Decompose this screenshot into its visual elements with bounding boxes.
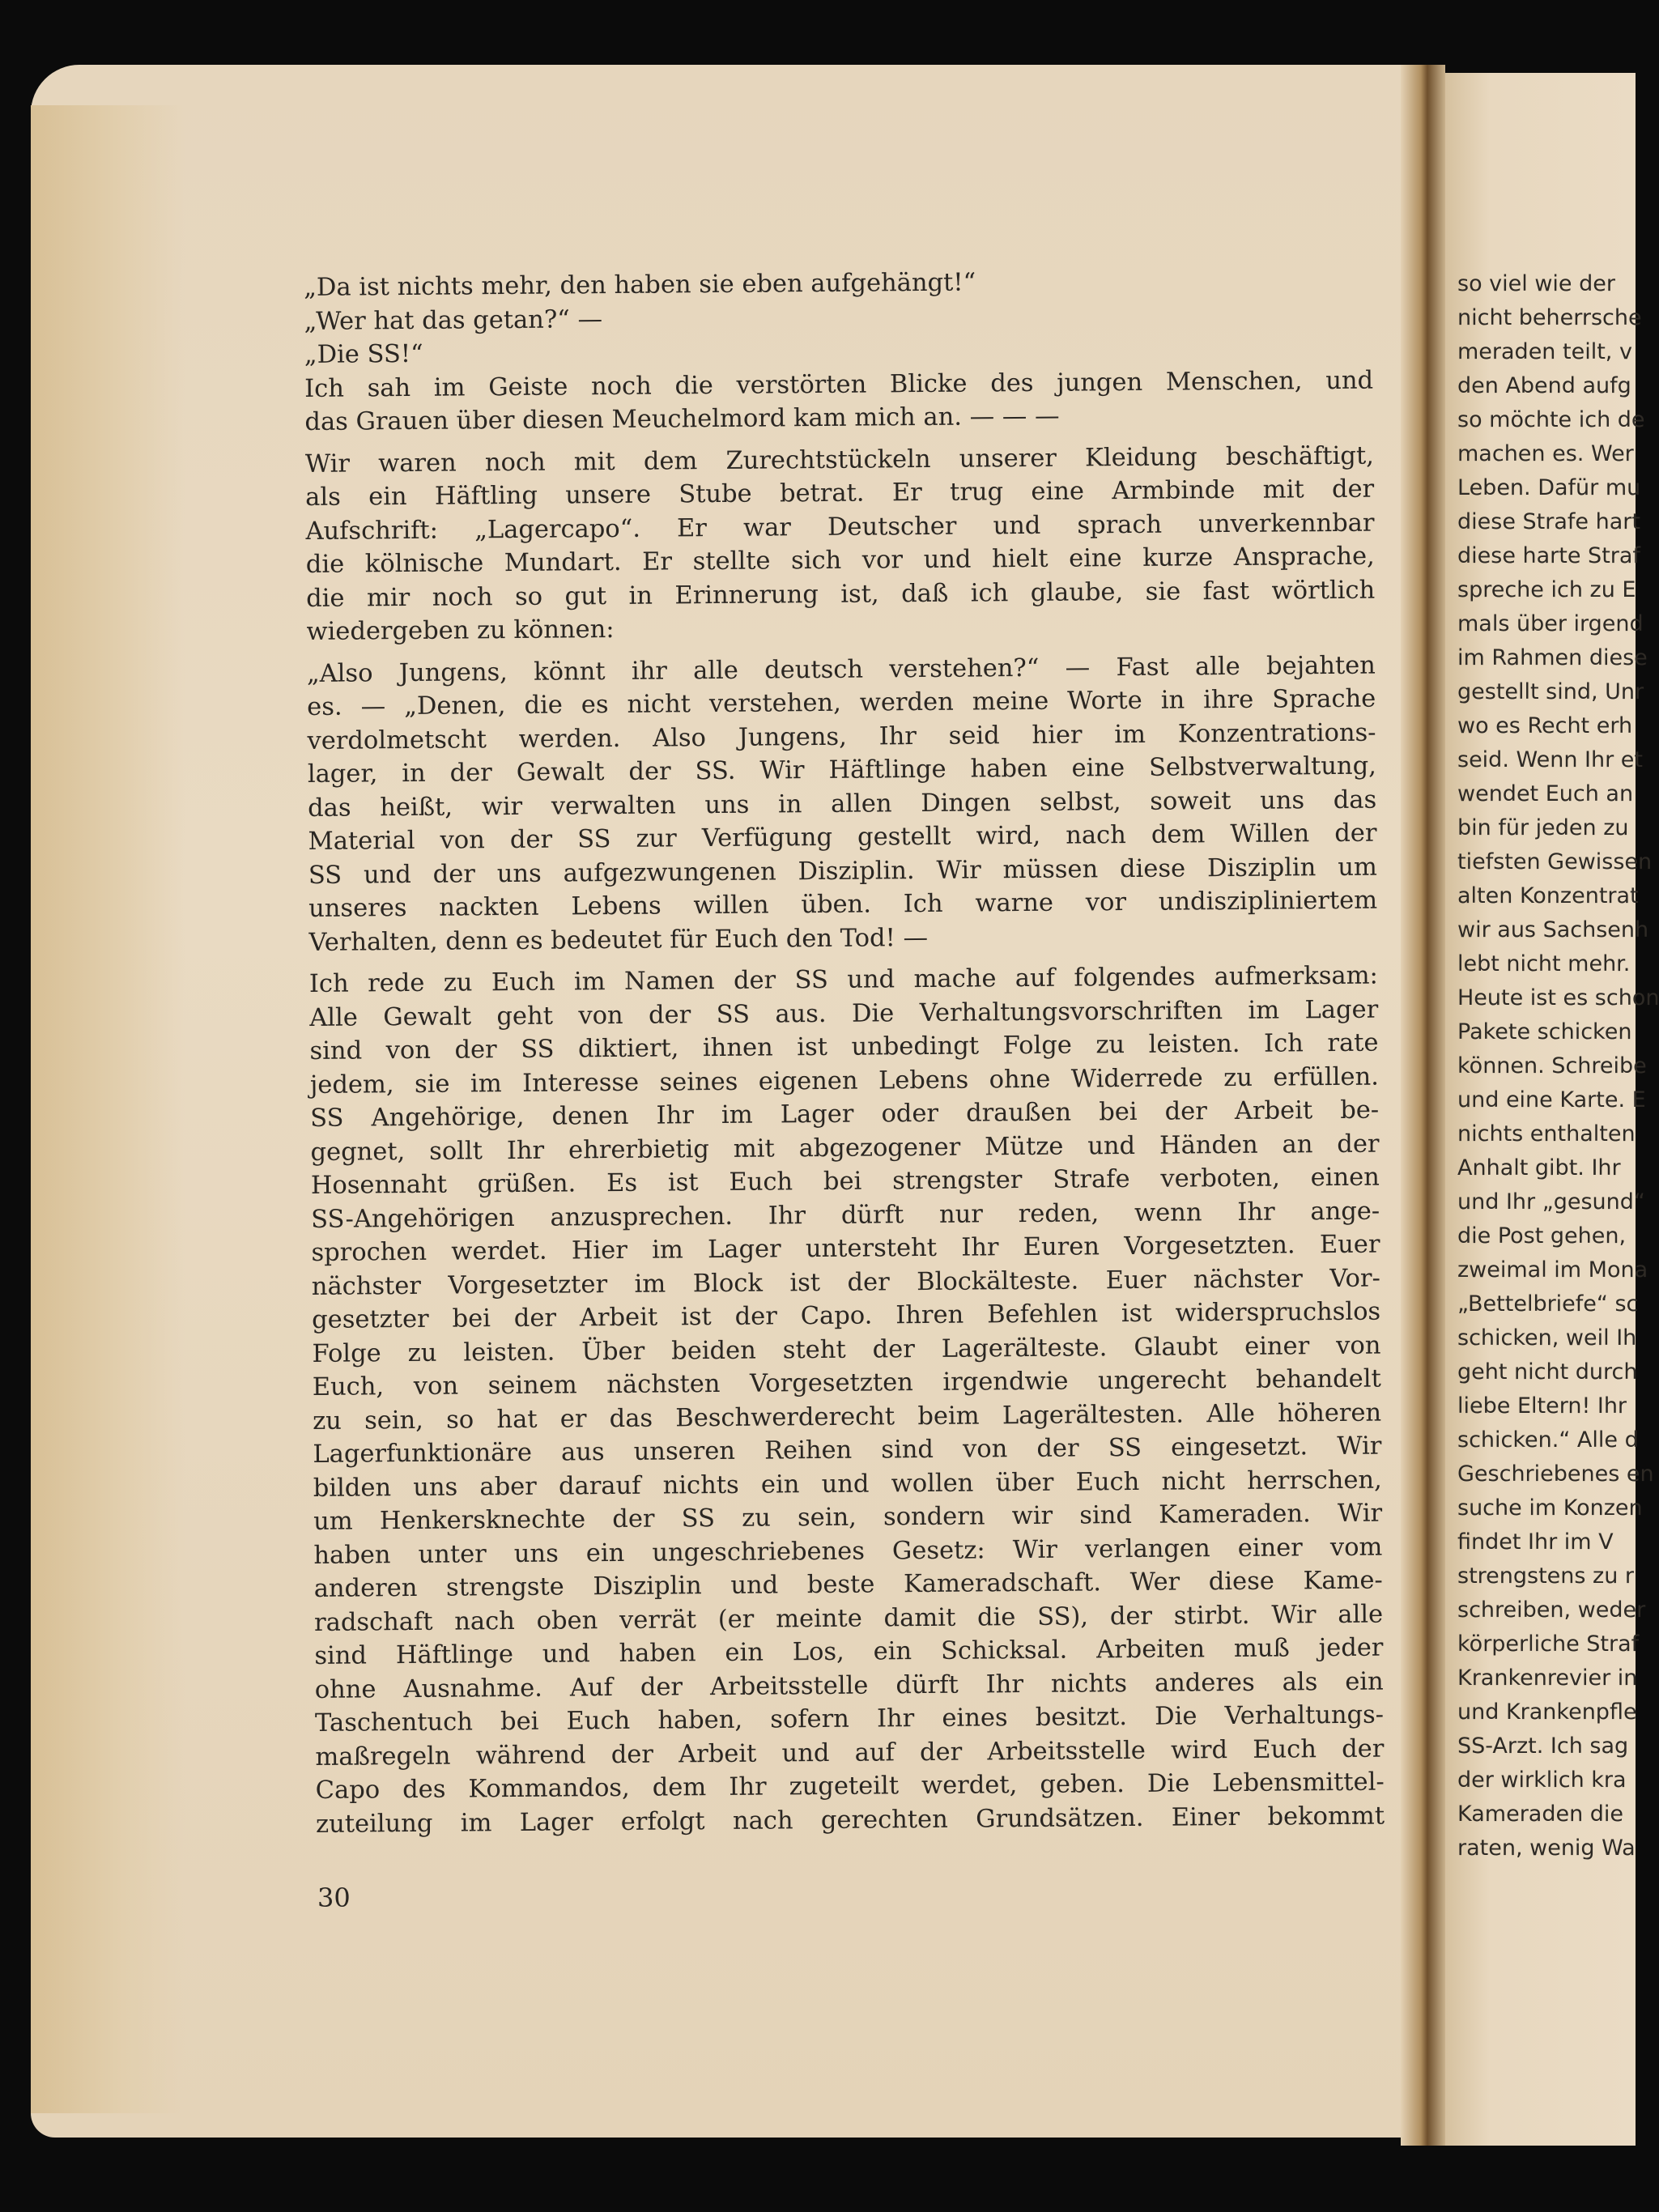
text-line: so viel wie der — [1457, 271, 1615, 296]
text-line: SS-Angehörigen anzusprechen. Ihr dürft nur reden, wenn Ihr ange- — [311, 1197, 1380, 1234]
text-line: der wirklich kra — [1457, 1767, 1627, 1793]
text-line: Anhalt gibt. Ihr — [1457, 1155, 1621, 1180]
text-line: SS und der uns aufgezwungenen Disziplin. Wir müssen diese Disziplin um — [308, 853, 1377, 890]
text-line: meraden teilt, v — [1457, 339, 1632, 364]
text-line: sprochen werdet. Hier im Lager untersteht Ihr Euren Vorgesetzten. Euer — [311, 1230, 1380, 1267]
text-line: spreche ich zu E — [1457, 577, 1636, 602]
text-line: zuteilung im Lager erfolgt nach gerechten Grundsätzen. Einer bekommt — [315, 1802, 1385, 1839]
text-line: die kölnische Mundart. Er stellte sich vor und hielt eine kurze Ansprache, — [305, 542, 1375, 579]
text-line: raten, wenig Wa — [1457, 1836, 1636, 1861]
text-line: „Bettelbriefe“ sc — [1457, 1291, 1639, 1317]
text-line: lager, in der Gewalt der SS. Wir Häftlinge haben eine Selbstverwaltung, — [307, 751, 1376, 789]
text-line: „Da ist nichts mehr, den haben sie eben aufgehängt!“ — [304, 268, 976, 302]
text-line: bilden uns aber darauf nichts ein und wollen über Euch nicht herrschen, — [313, 1465, 1382, 1503]
text-line: als ein Häftling unsere Stube betrat. Er trug eine Armbinde mit der — [305, 474, 1375, 512]
right-page-text — [1457, 267, 1659, 1865]
text-line: tiefsten Gewissen — [1457, 849, 1653, 874]
text-line: SS Angehörige, denen Ihr im Lager oder draußen bei der Arbeit be- — [310, 1095, 1380, 1133]
text-line: sind Häftlinge und haben ein Los, ein Schicksal. Arbeiten muß jeder — [314, 1633, 1384, 1670]
left-page-text — [304, 263, 1385, 1841]
text-line: wo es Recht erh — [1457, 713, 1633, 738]
text-line: schreiben, weder — [1457, 1597, 1646, 1623]
text-line: zu sein, so hat er das Beschwerderecht beim Lagerältesten. Alle höheren — [313, 1398, 1382, 1436]
text-line: alten Konzentrat — [1457, 883, 1639, 908]
text-line: verdolmetscht werden. Also Jungens, Ihr seid hier im Konzentrations- — [307, 718, 1376, 755]
text-line: Heute ist es schon — [1457, 985, 1659, 1010]
text-line: wir aus Sachsenh — [1457, 917, 1649, 942]
text-line: suche im Konzen — [1457, 1495, 1643, 1521]
text-line: Krankenrevier in — [1457, 1665, 1638, 1691]
text-line: maßregeln während der Arbeit und auf der Arbeitsstelle wird Euch der — [315, 1734, 1385, 1772]
text-line: das Grauen über diesen Meuchelmord kam mich an. — — — — [304, 402, 1060, 436]
text-line: findet Ihr im V — [1457, 1529, 1614, 1555]
text-line: nichts enthalten — [1457, 1121, 1636, 1146]
text-line: gestellt sind, Unr — [1457, 679, 1644, 704]
text-line: den Abend aufg — [1457, 373, 1631, 398]
text-line: Aufschrift: „Lagercapo“. Er war Deutscher und sprach unverkennbar — [305, 508, 1375, 546]
text-line: Hosennaht grüßen. Es ist Euch bei strengster Strafe verboten, einen — [310, 1163, 1380, 1200]
text-line: Ich sah im Geiste noch die verstörten Blicke des jungen Menschen, und — [304, 366, 1374, 403]
text-line: SS-Arzt. Ich sag — [1457, 1733, 1629, 1759]
text-line: im Rahmen diese — [1457, 645, 1648, 670]
text-line: ohne Ausnahme. Auf der Arbeitsstelle dürft Ihr nichts anderes als ein — [314, 1667, 1384, 1704]
text-line: und Krankenpfle — [1457, 1699, 1637, 1725]
text-line: Euch, von seinem nächsten Vorgesetzten irgendwie ungerecht behandelt — [312, 1364, 1381, 1402]
text-line: Wir waren noch mit dem Zurechtstückeln unserer Kleidung beschäftigt, — [304, 441, 1374, 479]
text-line: diese Strafe hart — [1457, 509, 1640, 534]
text-line: Alle Gewalt geht von der SS aus. Die Verhaltungsvorschriften im Lager — [309, 995, 1379, 1032]
text-line: die Post gehen, — [1457, 1223, 1627, 1249]
text-line: Pakete schicken — [1457, 1019, 1632, 1044]
text-line: „Die SS!“ — [304, 339, 423, 369]
text-line: anderen strengste Disziplin und beste Kameradschaft. Wer diese Kame- — [313, 1566, 1383, 1603]
text-line: und Ihr „gesund“ — [1457, 1189, 1645, 1214]
text-line: mals über irgend — [1457, 611, 1644, 636]
text-line: um Henkersknechte der SS zu sein, sondern wir sind Kameraden. Wir — [313, 1499, 1383, 1536]
text-line: körperliche Straf — [1457, 1631, 1640, 1657]
text-line: „Wer hat das getan?“ — — [304, 304, 603, 336]
text-line: Material von der SS zur Verfügung gestellt wird, nach dem Willen der — [308, 819, 1377, 856]
text-line: seid. Wenn Ihr et — [1457, 747, 1643, 772]
text-line: es. — „Denen, die es nicht verstehen, werden meine Worte in ihre Sprache — [307, 684, 1376, 721]
text-line: und eine Karte. E — [1457, 1087, 1646, 1112]
text-line: liebe Eltern! Ihr — [1457, 1393, 1627, 1419]
page-stack-edge — [31, 105, 185, 2113]
text-line: machen es. Wer — [1457, 441, 1634, 466]
text-line: unseres nackten Lebens willen üben. Ich warne vor undiszipliniertem — [308, 886, 1378, 923]
text-line: Taschentuch bei Euch haben, sofern Ihr eines besitzt. Die Verhaltungs- — [314, 1700, 1385, 1738]
text-line: Capo des Kommandos, dem Ihr zugeteilt werdet, geben. Die Lebensmittel- — [315, 1767, 1385, 1805]
text-line: gesetzter bei der Arbeit ist der Capo. Ihren Befehlen ist widerspruchslos — [312, 1297, 1381, 1334]
text-line: Verhalten, denn es bedeutet für Euch den Tod! — — [308, 923, 929, 957]
text-line: geht nicht durch — [1457, 1359, 1638, 1385]
text-line: sind von der SS diktiert, ihnen ist unbedingt Folge zu leisten. Ich rate — [309, 1028, 1379, 1066]
text-line: schicken.“ Alle d — [1457, 1427, 1639, 1453]
text-line: gegnet, sollt Ihr ehrerbietig mit abgezogener Mütze und Händen an der — [310, 1129, 1380, 1167]
text-line: diese harte Straf — [1457, 543, 1640, 568]
text-line: die mir noch so gut in Erinnerung ist, daß ich glaube, sie fast wörtlich — [306, 576, 1376, 613]
text-line: wendet Euch an — [1457, 781, 1634, 806]
text-line: so möchte ich de — [1457, 407, 1645, 432]
text-line: nächster Vorgesetzter im Block ist der Blockälteste. Euer nächster Vor- — [311, 1264, 1380, 1301]
text-line: jedem, sie im Interesse seines eigenen Lebens ohne Widerrede zu erfüllen. — [309, 1062, 1379, 1100]
text-line: zweimal im Mona — [1457, 1257, 1648, 1283]
text-line: wiedergeben zu können: — [306, 615, 615, 646]
text-line: bin für jeden zu — [1457, 815, 1629, 840]
page-number: 30 — [317, 1882, 351, 1913]
text-line: haben unter uns ein ungeschriebenes Gesetz: Wir verlangen einer vom — [313, 1533, 1383, 1570]
text-line: Lagerfunktionäre aus unseren Reihen sind von der SS eingesetzt. Wir — [313, 1431, 1382, 1469]
text-line: Folge zu leisten. Über beiden steht der Lagerälteste. Glaubt einer von — [312, 1331, 1381, 1368]
text-line: Leben. Dafür mu — [1457, 475, 1641, 500]
text-line: Geschriebenes en — [1457, 1461, 1654, 1487]
book-gutter — [1401, 65, 1445, 2146]
text-line: strengstens zu r — [1457, 1563, 1635, 1589]
text-line: lebt nicht mehr. — [1457, 951, 1631, 976]
text-line: das heißt, wir verwalten uns in allen Dingen selbst, soweit uns das — [308, 785, 1377, 823]
text-line: können. Schreibe — [1457, 1053, 1647, 1078]
text-line: Kameraden die — [1457, 1802, 1624, 1827]
text-line: schicken, weil Ih — [1457, 1325, 1637, 1351]
text-line: nicht beherrsche — [1457, 305, 1642, 330]
text-line: Ich rede zu Euch im Namen der SS und mache auf folgendes aufmerksam: — [308, 961, 1379, 998]
text-line: radschaft nach oben verrät (er meinte damit die SS), der stirbt. Wir alle — [313, 1600, 1384, 1637]
text-line: „Also Jungens, könnt ihr alle deutsch verstehen?“ — Fast alle bejahten — [306, 651, 1376, 688]
